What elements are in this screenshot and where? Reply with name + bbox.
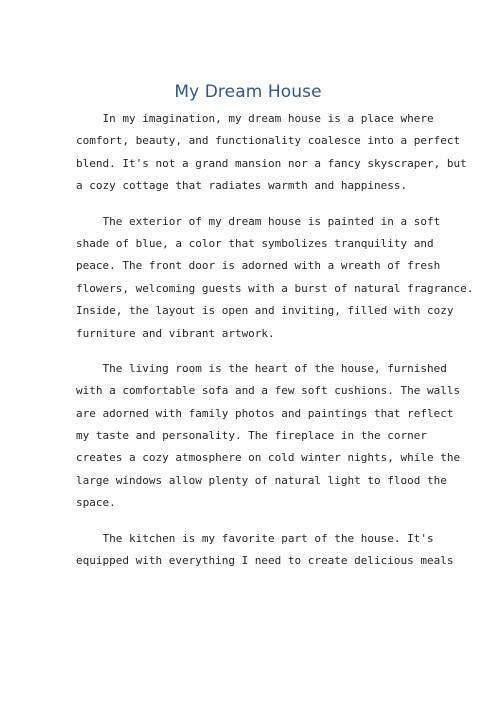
text-line: The kitchen is my favorite part of the house. It's xyxy=(76,531,434,545)
text-line: space. xyxy=(76,496,116,510)
text-line: with a comfortable sofa and a few soft cushions. The walls xyxy=(76,384,461,398)
text-line: a cozy cottage that radiates warmth and happiness. xyxy=(76,179,408,193)
text-line: shade of blue, a color that symbolizes tranquility and xyxy=(76,236,434,250)
text-line: comfort, beauty, and functionality coalesce into a perfect xyxy=(76,134,461,148)
text-line: furniture and vibrant artwork. xyxy=(76,326,275,340)
text-line: peace. The front door is adorned with a wreath of fresh xyxy=(76,259,441,273)
text-line: The exterior of my dream house is painted in a soft xyxy=(76,214,441,228)
paragraph xyxy=(76,358,461,515)
text-line: are adorned with family photos and paintings that reflect xyxy=(76,406,454,420)
text-line: large windows allow plenty of natural light to flood the xyxy=(76,473,447,487)
paragraph xyxy=(76,108,467,198)
text-line: The living room is the heart of the house, furnished xyxy=(76,361,447,375)
paragraph xyxy=(76,528,454,573)
text-line: blend. It's not a grand mansion nor a fancy skyscraper, but xyxy=(76,156,467,170)
text-line: equipped with everything I need to create delicious meals xyxy=(76,554,454,568)
text-line: creates a cozy atmosphere on cold winter nights, while the xyxy=(76,451,461,465)
document-title: My Dream House xyxy=(174,82,322,102)
paragraph xyxy=(76,211,474,345)
text-line: my taste and personality. The fireplace in the corner xyxy=(76,429,427,443)
document-body xyxy=(76,108,474,585)
text-line: In my imagination, my dream house is a place where xyxy=(76,112,434,125)
text-line: Inside, the layout is open and inviting, filled with cozy xyxy=(76,304,454,318)
text-line: flowers, welcoming guests with a burst of natural fragrance. xyxy=(76,281,474,295)
